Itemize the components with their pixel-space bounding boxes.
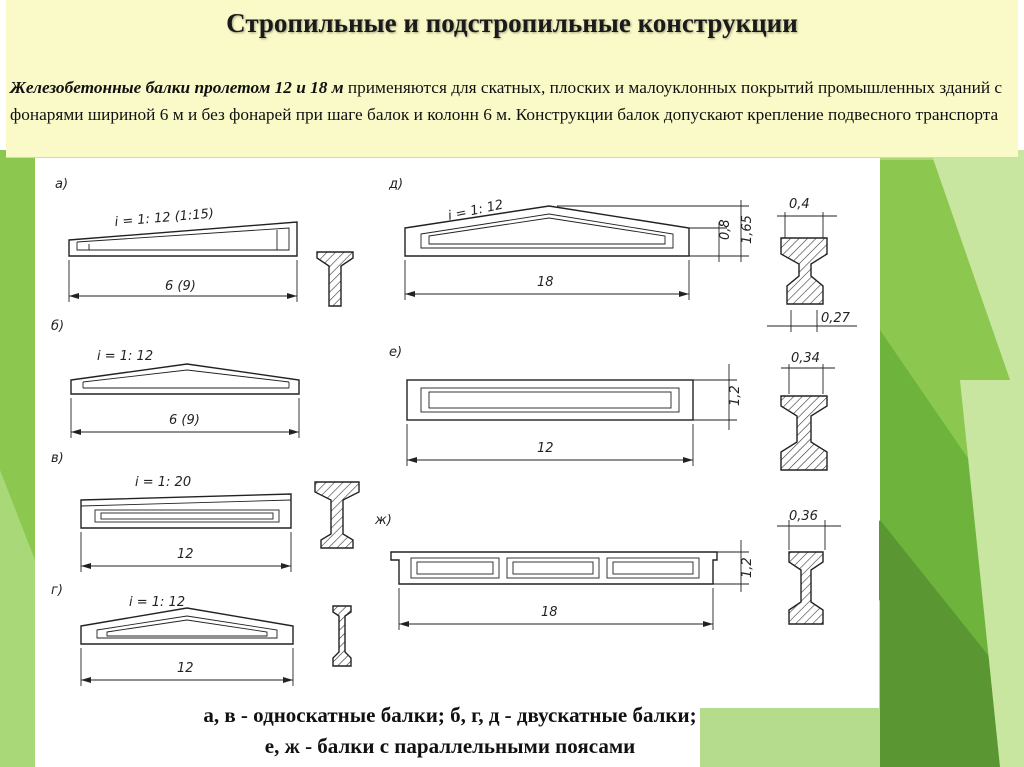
- height-d-low: 0,8: [718, 219, 733, 240]
- width-d-top: 0,4: [789, 197, 810, 212]
- section-a: [317, 252, 353, 306]
- slide-description: [10, 74, 1010, 128]
- description-text: применяются для скатных, плоских и малоуклонных покрытий промышленных зданий с фонарями шириной 6 м и без фонарей при шаге балок и колонн 6 м. Конструкции балок допускают крепление подвесного транспорта: [10, 78, 1003, 124]
- beam-zh: [391, 552, 717, 584]
- section-g: [333, 606, 351, 666]
- slope-v: i = 1: 20: [135, 475, 192, 490]
- beam-v: [81, 494, 291, 528]
- beam-a: [69, 222, 297, 256]
- section-d: [781, 238, 827, 304]
- width-zh-top: 0,36: [789, 509, 818, 524]
- span-e: 12: [537, 441, 554, 456]
- span-b: 6 (9): [169, 413, 200, 428]
- label-zh: ж): [375, 513, 392, 528]
- section-v: [315, 482, 359, 548]
- beam-g: [81, 608, 293, 644]
- beam-e: [407, 380, 693, 420]
- span-g: 12: [177, 661, 194, 676]
- description-bold: Железобетонные балки пролетом 12 и 18 м: [10, 78, 344, 97]
- slope-g: i = 1: 12: [129, 595, 186, 610]
- figure-caption: [0, 700, 900, 762]
- slide-title: Стропильные и подстропильные конструкции: [226, 8, 798, 38]
- height-d-high: 1,65: [740, 215, 755, 244]
- span-a: 6 (9): [165, 279, 196, 294]
- label-d: д): [389, 177, 404, 192]
- height-zh: 1,2: [740, 557, 755, 578]
- label-a: а): [55, 177, 69, 192]
- dim-width-e: [781, 364, 835, 394]
- label-e: е): [389, 345, 403, 360]
- dim-width-zh: [777, 520, 841, 550]
- beam-diagram: [37, 160, 879, 708]
- slope-a: i = 1: 12 (1:15): [114, 206, 215, 230]
- span-v: 12: [177, 547, 194, 562]
- height-e: 1,2: [728, 385, 743, 406]
- width-e-top: 0,34: [791, 351, 820, 366]
- beam-b: [71, 364, 299, 394]
- section-zh: [789, 552, 823, 624]
- label-g: г): [51, 583, 63, 598]
- caption-line-2: е, ж - балки с параллельными поясами: [264, 734, 636, 758]
- section-e: [781, 396, 827, 470]
- slope-b: i = 1: 12: [97, 349, 154, 364]
- span-d: 18: [537, 275, 554, 290]
- label-b: б): [51, 319, 65, 334]
- span-zh: 18: [541, 605, 558, 620]
- width-d-bottom: 0,27: [821, 311, 850, 326]
- caption-line-1: а, в - односкатные балки; б, г, д - двускатные балки;: [203, 703, 697, 727]
- slope-d: i = 1: 12: [446, 197, 505, 224]
- label-v: в): [51, 451, 64, 466]
